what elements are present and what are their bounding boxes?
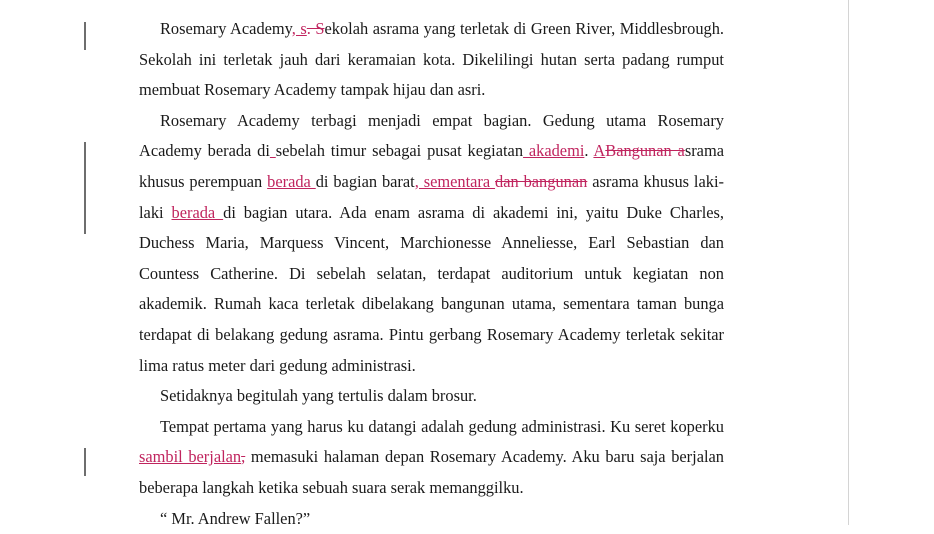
paragraph-5	[139, 504, 724, 534]
tracked-deletion: . S	[307, 19, 325, 38]
text-run: “ Mr. Andrew Fallen?”	[160, 509, 310, 528]
change-bar-2	[84, 142, 86, 234]
document-body[interactable]	[139, 14, 724, 534]
text-run: Tempat pertama yang harus ku datangi adalah gedung administrasi. Ku seret koperku	[160, 417, 724, 436]
tracked-insertion: berada	[172, 203, 224, 222]
tracked-deletion: dan bangunan	[495, 172, 587, 191]
text-run: asrama khusus laki-laki	[139, 172, 724, 222]
text-run: srama khusus perempuan	[139, 141, 724, 191]
change-bar-1	[84, 22, 86, 50]
text-run: ekolah asrama yang terletak di Green River, Middlesbrough. Sekolah ini terletak jauh dari keramaian kota. Dikelilingi hutan serta padang rumput membuat Rosemary Academy tampak hijau dan asri.	[139, 19, 724, 99]
tracked-insertion: A	[593, 141, 605, 160]
text-run: di bagian utara. Ada enam asrama di akademi ini, yaitu Duke Charles, Duchess Maria, Marquess Vincent, Marchionesse Anneliesse, Earl Sebastian dan Countess Catherine. Di sebelah selatan, terdapat auditorium untuk kegiatan non akademik. Rumah kaca terletak dibelakang bangunan utama, sementara taman bunga terdapat di belakang gedung asrama. Pintu gerbang Rosemary Academy terletak sekitar lima ratus meter dari gedung administrasi.	[139, 203, 724, 375]
text-run: Rosemary Academy	[160, 19, 292, 38]
text-run: di bagian barat	[316, 172, 415, 191]
change-bar-3	[84, 448, 86, 476]
tracked-insertion: berada	[267, 172, 316, 191]
paragraph-4	[139, 412, 724, 504]
tracked-deletion: ,	[241, 447, 245, 466]
paragraph-3	[139, 381, 724, 412]
tracked-insertion: sambil berjalan	[139, 447, 241, 466]
text-run: Setidaknya begitulah yang tertulis dalam brosur.	[160, 386, 477, 405]
page-edge	[848, 0, 849, 525]
tracked-insertion: , s	[292, 19, 307, 38]
paragraph-2	[139, 106, 724, 381]
tracked-insertion: akademi	[523, 141, 584, 160]
paragraph-1	[139, 14, 724, 106]
text-run: memasuki halaman depan Rosemary Academy. Aku baru saja berjalan beberapa langkah ketika sebuah suara serak memanggilku.	[139, 447, 724, 497]
tracked-deletion: Bangunan a	[605, 141, 685, 160]
text-run: sebelah timur sebagai pusat kegiatan	[276, 141, 523, 160]
text-run: .	[584, 141, 593, 160]
tracked-insertion: , sementara	[415, 172, 495, 191]
text-run: Rosemary Academy terbagi menjadi empat bagian. Gedung utama Rosemary Academy berada di	[139, 111, 724, 161]
